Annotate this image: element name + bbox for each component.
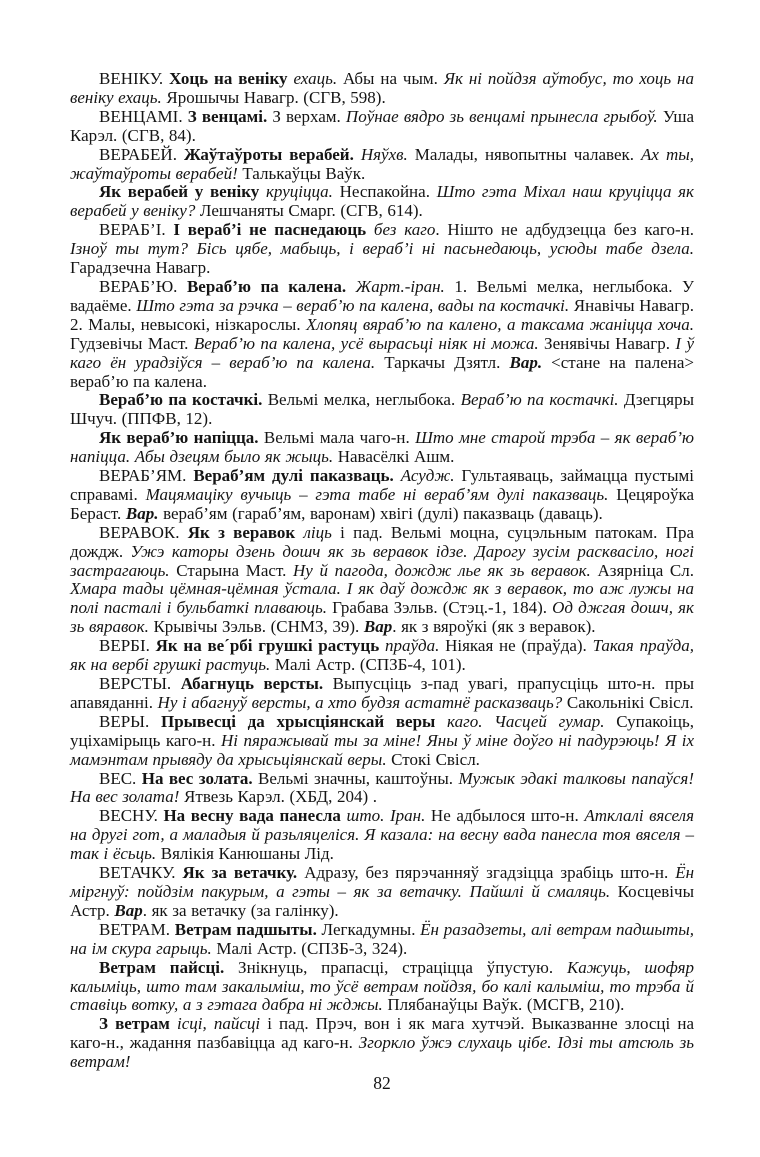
- text-segment: ВЕРАБ’ЯМ.: [99, 466, 194, 486]
- text-segment: Як на ве´рбі грушкі растуць: [155, 636, 385, 656]
- text-segment: і пад. Вельмі моцна, суцэльным патокам. Пра дождж.: [70, 522, 695, 561]
- dictionary-entry: [70, 429, 694, 467]
- text-segment: Легкадумны.: [321, 919, 421, 939]
- text-segment: што. Іран.: [346, 806, 431, 826]
- dictionary-entry: [70, 637, 694, 675]
- dictionary-entry: [70, 713, 694, 770]
- text-segment: Таркачы Дзятл.: [384, 352, 510, 372]
- text-segment: ліць: [303, 522, 341, 542]
- text-segment: Зенявічы Навагр.: [544, 333, 676, 353]
- text-segment: Ну й пагода, дождж лье як зь веравок.: [293, 560, 598, 580]
- text-segment: Ні пяражывай ты за міне! Яны ў міне доўго ні падурэюць! Я іх мамэнтам прывяду да хрысьціянскай веры.: [70, 730, 694, 769]
- text-segment: І вераб’і не паснедаюць: [173, 220, 374, 240]
- text-segment: Ярошычы Навагр. (СГВ, 598).: [166, 87, 386, 107]
- text-segment: Абы на чым.: [342, 69, 444, 88]
- text-segment: . як з вяроўкі (як з веравок).: [392, 617, 596, 637]
- text-segment: Вялікія Канюшаны Лід.: [160, 844, 334, 864]
- text-segment: ВЕРАБ’Ю.: [99, 276, 187, 296]
- dictionary-entry: [70, 864, 694, 921]
- text-segment: праўда.: [384, 636, 446, 656]
- dictionary-entry: [70, 183, 694, 221]
- text-segment: Малі Астр. (СПЗБ-4, 101).: [274, 655, 466, 675]
- text-segment: Вельмі значны, каштоўны.: [258, 768, 459, 788]
- text-segment: Асудж.: [400, 466, 462, 486]
- text-segment: Ён разадзеты, алі ветрам падшыты, на ім скура гарыць.: [70, 919, 694, 958]
- text-segment: Як ні пойдзя аўтобус, то хоць на веніку ехаць.: [70, 69, 694, 107]
- text-segment: каго. Часцей гумар.: [447, 711, 617, 731]
- page-number: 82: [373, 1073, 391, 1094]
- text-segment: Ветрам пайсці.: [99, 957, 239, 977]
- text-segment: Гарадзечна Навагр.: [70, 258, 211, 278]
- text-segment: Од джгая дошч, як зь вяравок.: [70, 598, 694, 637]
- text-segment: Вераб’ю па костачкі.: [460, 390, 624, 410]
- text-segment: ВЕРАВОК.: [99, 522, 188, 542]
- text-segment: Ятвезь Карэл. (ХБД, 204) .: [184, 787, 377, 807]
- text-segment: На весну вада панесла: [163, 806, 347, 826]
- text-segment: Не адбылося што-н.: [430, 806, 585, 826]
- text-segment: Жаўтаўроты верабей.: [183, 144, 361, 164]
- text-segment: Стокі Свісл.: [391, 749, 480, 769]
- text-segment: Выпусціць з-пад увагі, прапусціць што-н. пры апавяданні.: [70, 674, 694, 712]
- text-segment: Як з веравок: [187, 522, 304, 542]
- text-segment: Хлопяц вяраб’ю па калено, а таксама жаніцца хоча.: [306, 314, 695, 334]
- text-segment: Талькаўцы Ваўк.: [242, 163, 366, 183]
- text-segment: Што мне старой трэба – як вераб’ю напіцца. Абы дзецям было як жыць.: [70, 428, 694, 467]
- text-segment: ВЕНІКУ.: [99, 69, 170, 88]
- text-segment: Азярніца Сл.: [597, 560, 694, 580]
- text-segment: <стане на палена> вераб’ю па калена.: [70, 352, 694, 391]
- dictionary-entry: [70, 108, 694, 146]
- text-segment: Кажуць, шофяр калыміць, што там закалыміш, то ўсё ветрам пойдзя, бо калі калыміш, то трэба й ставіць вотку, а з гэтага дабра ні жджы.: [70, 957, 695, 1015]
- text-segment: Ветрам падшыты.: [174, 919, 322, 939]
- text-segment: ВЕС.: [99, 768, 142, 788]
- text-segment: Жарт.-іран.: [355, 276, 455, 296]
- text-segment: Мацямаціку вучыць – гэта табе ні вераб’ям дулі паказваць.: [145, 484, 617, 504]
- dictionary-entry: [70, 524, 694, 637]
- text-segment: І ў каго ён урадзіўся – вераб’ю па калена.: [70, 333, 694, 372]
- text-segment: Малі Астр. (СПЗБ-3, 324).: [216, 938, 408, 958]
- dictionary-entry: [70, 959, 694, 1016]
- text-segment: Прывесці да хрысціянскай веры: [160, 711, 448, 731]
- text-segment: ВЕНЦАМІ.: [99, 106, 188, 126]
- text-segment: 1. Вельмі мелка, неглыбока. У вадаёме.: [70, 276, 695, 315]
- text-segment: Ну і абагнуў версты, а хто будзя астатнё расказваць?: [157, 692, 567, 712]
- text-segment: Гультаяваць, займацца пустымі справамі.: [70, 466, 694, 504]
- text-segment: ВЕРЫ.: [99, 711, 161, 731]
- text-segment: На вес золата.: [141, 768, 259, 788]
- dictionary-entry: [70, 146, 694, 184]
- dictionary-entry: [70, 278, 694, 391]
- text-segment: Вельмі мелка, неглыбока.: [267, 390, 461, 410]
- text-segment: Сакольнікі Свісл.: [566, 692, 694, 712]
- text-segment: Вераб’ям дулі паказваць.: [193, 466, 401, 486]
- text-segment: Як вераб’ю напіцца.: [99, 428, 264, 448]
- text-segment: Вераб’ю па костачкі.: [99, 390, 268, 410]
- text-segment: Плябанаўцы Ваўк. (МСГВ, 210).: [387, 995, 625, 1015]
- text-segment: ехаць.: [293, 69, 343, 88]
- text-segment: ВЕРБІ.: [99, 636, 156, 656]
- text-segment: Хоць на веніку: [169, 69, 294, 88]
- text-segment: З венцамі.: [187, 106, 273, 126]
- dictionary-entry: [70, 221, 694, 278]
- text-segment: Неспакойна.: [339, 182, 437, 202]
- text-segment: Мужык эдакі талковы папаўся! На вес золата!: [70, 768, 694, 807]
- text-segment: Ізноў ты тут? Бісь цябе, мабыць, і вераб’і ні пасьнедаюць, усюды табе дзела.: [70, 239, 694, 259]
- text-segment: Хмара тады цёмная-цёмная ўстала. І як даў дождж як з веравок, то аж лужы на полі пасталі і бульбаткі плаваюць.: [70, 579, 694, 618]
- dictionary-entry: [70, 675, 694, 713]
- text-segment: ВЕТАЧКУ.: [99, 863, 183, 883]
- text-segment: Старына Маст.: [176, 560, 294, 580]
- text-segment: Знікнуць, прапасці, страціцца ўпустую.: [238, 957, 567, 977]
- dictionary-entry: [70, 770, 694, 808]
- text-segment: Вар.: [509, 352, 552, 372]
- text-segment: Вар: [114, 900, 143, 920]
- text-segment: Як верабей у веніку: [99, 182, 266, 202]
- text-segment: . Нішто не адбудзецца без каго-н.: [435, 220, 694, 240]
- text-segment: ВЕСНУ.: [99, 806, 164, 826]
- text-segment: Згоркло ўжэ слухаць цібе. Ідзі ты атсюль зь ветрам!: [70, 1033, 694, 1072]
- text-segment: Навасёлкі Ашм.: [337, 447, 455, 467]
- text-segment: Такая праўда, як на вербі грушкі растуць.: [70, 636, 694, 675]
- text-segment: без каго: [373, 220, 436, 240]
- text-segment: Як за ветачку.: [182, 863, 305, 883]
- text-segment: Ах ты, жаўтаўроты верабей!: [70, 144, 694, 183]
- dictionary-entry: [70, 807, 694, 864]
- text-segment: вераб’ям (гараб’ям, варонам) хвігі (дулі) паказваць (даваць).: [163, 503, 603, 523]
- text-segment: З верхам.: [272, 106, 346, 126]
- text-segment: Няўхв.: [360, 144, 415, 164]
- text-segment: Гудзевічы Маст.: [70, 333, 194, 353]
- dictionary-entry: [70, 70, 694, 108]
- text-segment: Лешчаняты Смарг. (СГВ, 614).: [199, 201, 423, 221]
- text-segment: Супакоіць, уціхамірыць каго-н.: [70, 711, 694, 750]
- text-segment: Ужэ каторы дзень дошч як зь веравок ідзе. Дарогу зусім расквасіло, ногі застрагаюць.: [70, 541, 694, 580]
- text-segment: і пад. Прэч, вон і як мага хутчэй. Выказванне злосці на каго-н., жадання пазбавіцца ад каго-н.: [70, 1014, 694, 1053]
- text-segment: Уша Карэл. (СГВ, 84).: [70, 106, 694, 145]
- text-segment: Дзегцяры Шчуч. (ППФВ, 12).: [70, 390, 694, 429]
- text-segment: Вераб’ю па калена.: [186, 276, 356, 296]
- text-segment: Янавічы Навагр. 2. Малы, невысокі, нізкарослы.: [70, 295, 694, 334]
- text-segment: Поўнае вядро зь венцамі прынесла грыбоў.: [345, 106, 663, 126]
- text-segment: З ветрам: [99, 1014, 177, 1034]
- text-segment: Косцевічы Астр.: [70, 881, 694, 920]
- dictionary-entry: [70, 1015, 694, 1072]
- text-segment: ВЕРАБЕЙ.: [99, 144, 184, 164]
- text-segment: круціцца.: [265, 182, 340, 202]
- dictionary-entry: [70, 921, 694, 959]
- text-segment: ВЕТРАМ.: [99, 919, 175, 939]
- text-segment: ісці, пайсці: [177, 1014, 268, 1034]
- text-segment: ВЕРСТЫ.: [99, 674, 181, 693]
- text-segment: Цецяроўка Бераст.: [70, 484, 694, 523]
- text-segment: ВЕРАБ’І.: [99, 220, 174, 240]
- text-segment: Атклалі вяселя на другі гот, а маладыя й разьляцеліся. Я казала: на весну вада панесла тоя вяселя – так і ёсьць.: [70, 806, 694, 864]
- dictionary-entry: [70, 467, 694, 524]
- text-segment: Адразу, без пярэчанняў згадзіцца зрабіць што-н.: [304, 863, 676, 883]
- text-segment: Вераб’ю па калена, усё вырасьці ніяк ні можа.: [193, 333, 545, 353]
- text-segment: Абагнуць версты.: [180, 674, 333, 693]
- text-segment: . як за ветачку (за галінку).: [142, 900, 339, 920]
- text-segment: Ніякая не (праўда).: [445, 636, 593, 656]
- text-segment: Вар: [363, 617, 393, 637]
- text-segment: Што гэта за рэчка – вераб’ю па калена, вады па костачкі.: [136, 295, 574, 315]
- text-segment: Грабава Зэльв. (Стэц.-1, 184).: [332, 598, 553, 618]
- text-segment: Вельмі мала чаго-н.: [263, 428, 416, 448]
- text-segment: Ён міргнуў: пойдзім пакурым, а гэты – як за ветачку. Пайшлі й смаляць.: [70, 863, 695, 901]
- dictionary-entry: [70, 391, 694, 429]
- text-segment: Крывічы Зэльв. (СНМЗ, 39).: [153, 617, 364, 637]
- text-segment: Вар.: [125, 503, 164, 523]
- entries-container: [70, 70, 694, 1072]
- text-segment: Што гэта Міхал наш круціцца як верабей у веніку?: [70, 182, 694, 221]
- text-segment: Малады, нявопытны чалавек.: [414, 144, 642, 164]
